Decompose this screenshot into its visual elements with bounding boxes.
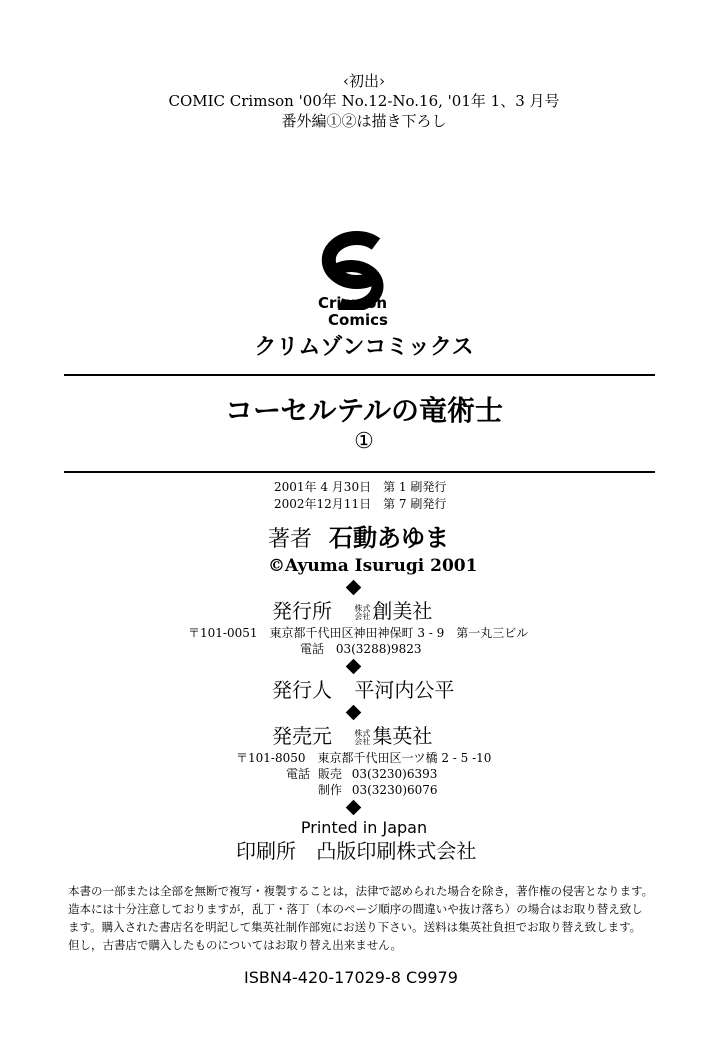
publisher-address: 〒101-0051 東京都千代田区神田神保町 3 - 9 第一丸三ビル (188, 626, 529, 640)
distributor-name: 集英社 (372, 724, 433, 748)
print-history-1: 2001年 4 月30日 第 1 刷発行 (274, 480, 447, 494)
distributor-sales-row (286, 767, 437, 782)
isbn: ISBN4-420-17029-8 C9979 (244, 968, 458, 987)
distributor-row (272, 723, 432, 749)
divider-bottom (64, 471, 655, 473)
printing-label: 印刷所 (236, 839, 296, 863)
publisher-tel-row (300, 642, 422, 657)
author-name: 石動あゆま (329, 524, 450, 552)
printing-company: 凸版印刷株式会社 (316, 839, 477, 863)
issuer-row (272, 677, 454, 703)
print-history-2: 2002年12月11日 第 7 刷発行 (274, 497, 447, 511)
distributor-prod-label: 制作 (318, 783, 343, 797)
publisher-row (272, 598, 432, 624)
publisher-name: 創美社 (372, 599, 433, 623)
distributor-address: 〒101-8050 東京都千代田区一ツ橋 2 - 5 -10 (236, 751, 492, 765)
distributor-label: 発売元 (272, 724, 332, 748)
volume-number: ① (354, 429, 374, 454)
printed-in-japan: Printed in Japan (300, 818, 428, 837)
logo-word-crimson: Crimson (318, 294, 388, 312)
distributor-kabushiki: 株式 会社 (354, 728, 371, 746)
copyright: ©Ayuma Isurugi 2001 (268, 556, 478, 576)
first-pub-line1: COMIC Crimson '00年 No.12-No.16, '01年 1、3 月号 (168, 92, 560, 110)
notice-line-3: ます。購入された書店名を明記して集英社制作部宛にお送り下さい。送料は集英社負担でお取り替え致します。 (68, 920, 642, 934)
logo-label-jp: クリムゾンコミックス (254, 335, 474, 360)
book-title: コーセルテルの竜術士 (224, 394, 504, 427)
separator-diamond (346, 580, 362, 596)
separator-diamond (346, 800, 362, 816)
publisher-tel-label: 電話 (300, 642, 325, 656)
separator-diamond (346, 659, 362, 675)
divider-top (64, 374, 655, 376)
author-label: 著者 (268, 527, 313, 552)
printing-row (236, 838, 476, 864)
publisher-tel: 03(3288)9823 (335, 642, 422, 656)
issuer-label: 発行人 (272, 678, 332, 702)
publisher-label: 発行所 (272, 599, 332, 623)
distributor-prod-tel: 03(3230)6076 (351, 783, 438, 797)
first-pub-heading: ‹初出› (343, 72, 385, 90)
publisher-kabushiki: 株式 会社 (354, 603, 371, 621)
logo-word-comics: Comics (328, 311, 388, 329)
distributor-tel-label: 電話 (286, 767, 311, 781)
notice-line-4: 但し，古書店で購入したものについてはお取り替え出来ません。 (68, 938, 402, 952)
distributor-prod-row (318, 783, 438, 798)
notice-line-2: 造本には十分注意しておりますが，乱丁・落丁（本のページ順序の間違いや抜け落ち）の場合はお取り替え致し (68, 902, 643, 916)
first-pub-line2: 番外編①②は描き下ろし (281, 112, 447, 130)
distributor-sales-label: 販売 (317, 767, 342, 781)
author-row (268, 524, 449, 554)
separator-diamond (346, 705, 362, 721)
issuer-name: 平河内公平 (354, 678, 455, 702)
notice-line-1: 本書の一部または全部を無断で複写・複製することは，法律で認められた場合を除き，著作権の侵害となります。 (68, 884, 654, 898)
distributor-sales-tel: 03(3230)6393 (351, 767, 438, 781)
